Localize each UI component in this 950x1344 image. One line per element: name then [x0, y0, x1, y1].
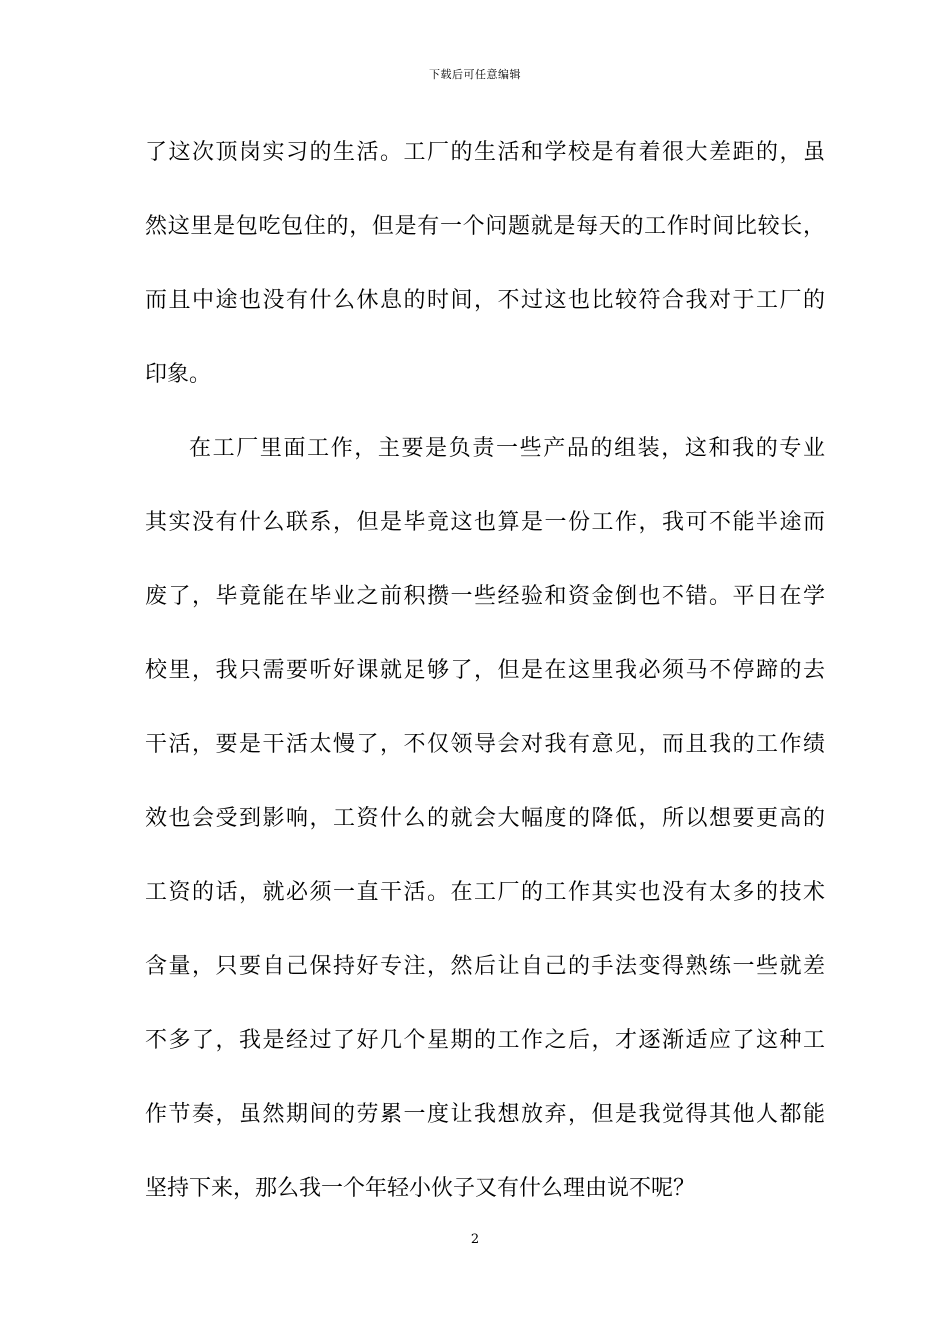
body-line: 不多了，我是经过了好几个星期的工作之后，才逐渐适应了这种工 — [145, 1028, 825, 1053]
body-line: 作节奏，虽然期间的劳累一度让我想放弃，但是我觉得其他人都能 — [145, 1102, 825, 1127]
body-line: 然这里是包吃包住的，但是有一个问题就是每天的工作时间比较长， — [145, 214, 825, 239]
body-line: 而且中途也没有什么休息的时间，不过这也比较符合我对于工厂的 — [145, 288, 825, 313]
paragraph-first-line: 在工厂里面工作，主要是负责一些产品的组装，这和我的专业 — [189, 436, 825, 461]
body-line: 效也会受到影响，工资什么的就会大幅度的降低，所以想要更高的 — [145, 806, 825, 831]
body-line: 干活，要是干活太慢了，不仅领导会对我有意见，而且我的工作绩 — [145, 732, 825, 757]
page-header: 下载后可任意编辑 — [429, 68, 521, 81]
body-line: 工资的话，就必须一直干活。在工厂的工作其实也没有太多的技术 — [145, 880, 825, 905]
body-line: 含量，只要自己保持好专注，然后让自己的手法变得熟练一些就差 — [145, 954, 825, 979]
body-line: 校里，我只需要听好课就足够了，但是在这里我必须马不停蹄的去 — [145, 658, 825, 683]
body-line: 坚持下来，那么我一个年轻小伙子又有什么理由说不呢？ — [145, 1176, 696, 1201]
page-number: 2 — [470, 1232, 480, 1247]
body-line: 其实没有什么联系，但是毕竟这也算是一份工作，我可不能半途而 — [145, 510, 825, 535]
body-line: 废了，毕竟能在毕业之前积攒一些经验和资金倒也不错。平日在学 — [145, 584, 825, 609]
body-line: 印象。 — [145, 362, 212, 387]
body-line: 了这次顶岗实习的生活。工厂的生活和学校是有着很大差距的，虽 — [145, 140, 825, 165]
